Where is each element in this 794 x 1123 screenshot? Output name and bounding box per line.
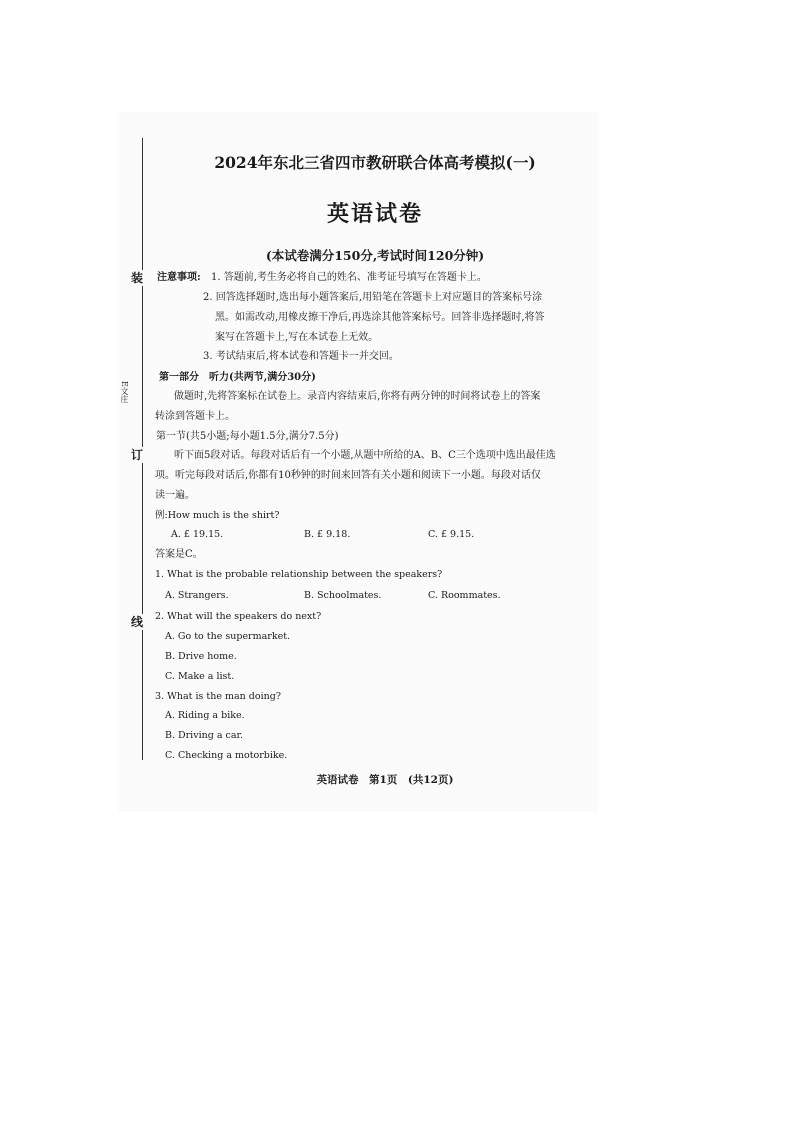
binding-char-ding: 订 [131,448,144,462]
notice-item-2-line-1: 2. 回答选择题时,选出每小题答案后,用铅笔在答题卡上对应题目的答案标号涂 [203,292,543,303]
question-3-option-c: C. Checking a motorbike. [165,750,288,761]
example-prompt: 例:How much is the shirt? [155,510,280,521]
section-1-intro-line-1: 听下面5段对话。每段对话后有一个小题,从题中所给的A、B、C三个选项中选出最佳选 [174,450,556,461]
binding-note: E文庄 [120,381,129,403]
section-1-intro-line-2: 项。听完每段对话后,你都有10秒钟的时间来回答有关小题和阅读下一小题。每段对话仅 [155,470,541,481]
binding-char-xian: 线 [131,615,144,629]
question-2-option-a: A. Go to the supermarket. [165,631,291,642]
question-2-option-c: C. Make a list. [165,671,235,682]
example-answer: 答案是C。 [155,549,203,560]
question-2-stem: 2. What will the speakers do next? [155,611,322,622]
section-1-heading: 第一节(共5小题;每小题1.5分,满分7.5分) [156,431,339,442]
question-3-option-a: A. Riding a bike. [165,710,245,721]
example-option-a: A. £ 19.15. [171,529,224,540]
exam-title: 2024年东北三省四市教研联合体高考模拟(一) [214,153,536,172]
notice-label: 注意事项: [157,272,201,283]
section-1-intro-line-3: 读一遍。 [155,490,195,501]
question-2-option-b: B. Drive home. [165,651,237,662]
page-footer: 英语试卷 第1页 (共12页) [316,774,454,786]
question-1-option-b: B. Schoolmates. [304,590,382,601]
part-1-intro-line-1: 做题时,先将答案标在试卷上。录音内容结束后,你将有两分钟的时间将试卷上的答案 [174,391,541,402]
question-1-option-a: A. Strangers. [165,590,229,601]
example-option-c: C. £ 9.15. [428,529,475,540]
notice-item-1: 1. 答题前,考生务必将自己的姓名、准考证号填写在答题卡上。 [211,272,487,283]
part-1-intro-line-2: 转涂到答题卡上。 [155,411,235,422]
notice-item-2-line-3: 案写在答题卡上,写在本试卷上无效。 [215,332,379,343]
notice-item-3: 3. 考试结束后,将本试卷和答题卡一并交回。 [203,351,399,362]
score-info: (本试卷满分150分,考试时间120分钟) [265,248,485,263]
notice-item-2-line-2: 黑。如需改动,用橡皮擦干净后,再选涂其他答案标号。回答非选择题时,将答 [215,312,545,323]
question-3-stem: 3. What is the man doing? [155,691,281,702]
binding-char-zhuang: 装 [131,271,144,285]
part-1-heading: 第一部分 听力(共两节,满分30分) [159,372,316,383]
question-3-option-b: B. Driving a car. [165,730,244,741]
question-1-stem: 1. What is the probable relationship between the speakers? [155,569,443,580]
question-1-option-c: C. Roommates. [428,590,501,601]
exam-subject: 英语试卷 [326,201,423,227]
example-option-b: B. £ 9.18. [304,529,351,540]
